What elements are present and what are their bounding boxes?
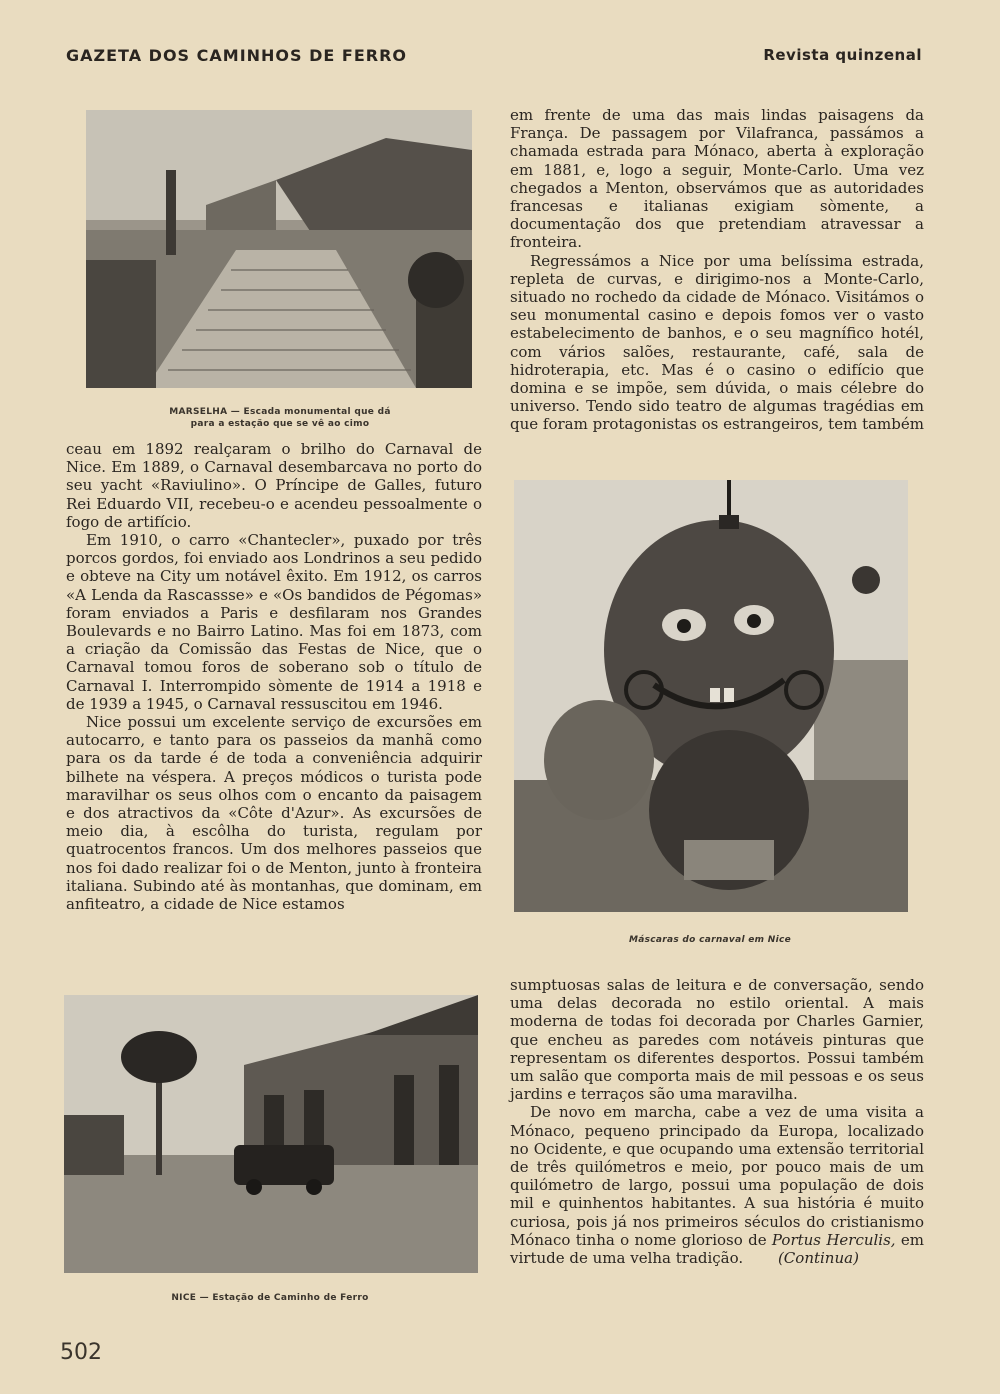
caption-nice-station: NICE — Estação de Caminho de Ferro <box>171 1293 369 1303</box>
photo-carnival-masks <box>514 480 908 912</box>
continua-note: (Continua) <box>777 1249 859 1268</box>
paragraph: Em 1910, o carro «Chantecler», puxado por três porcos gordos, foi enviado aos Londrinos a seu pedido e obteve na City um notável êxito. Em 1912, os carros «A Lenda da Rascassse» e «Os bandidos de Pégomas» foram enviados a Paris e desfilaram nos Grandes Boulevards e no Bairro Latino. Mas foi em 1873, com a criação da Comissão das Festas de Nice, que o Carnaval tomou foros de soberano sob o título de Carnaval I. Interrompido sòmente de 1914 a 1918 e de 1939 a 1945, o Carnaval ressuscitou em 1946. <box>66 531 482 713</box>
paragraph-text-end: em virtude de uma velha tradição. <box>510 1230 925 1268</box>
paragraph: Regressámos a Nice por uma belíssima estrada, repleta de curvas, e dirigimo-nos a Monte-Carlo, situado no rochedo da cidade de Mónaco. Visitámos o seu monumental casino e depois fomos ver o vasto estabelecimento de banhos, e o seu magnífico hotél, com vários salões, restaurante, café, sala de hidroterapia, etc. Mas é o casino o edifício que domina e se impõe, sem dúvida, o mais célebre do universo. Tendo sido teatro de algumas tragédias em que foram protagonistas os estrangeiros, tem também <box>510 251 924 434</box>
left-column-text <box>66 440 482 913</box>
right-column-top-text <box>510 106 924 434</box>
photo-marselha-staircase <box>86 110 472 388</box>
paragraph-text: De novo em marcha, cabe a vez de uma visita a Mónaco, pequeno principado da Europa, localizado no Ocidente, e que ocupando uma extensão territorial de três quilómetros e meio, por pouco mais de um quilómetro de largo, possui uma população de dois mil e quinhentos habitantes. A sua história é muito curiosa, pois já nos primeiros séculos do cristianismo Mónaco tinha o nome glorioso de <box>510 1103 924 1249</box>
journal-subtitle: Revista quinzenal <box>763 46 922 64</box>
photo-nice-station <box>64 995 478 1273</box>
page-number: 502 <box>60 1340 102 1365</box>
right-column-bottom-text <box>510 976 924 1267</box>
paragraph: sumptuosas salas de leitura e de conversação, sendo uma delas decorada no estilo oriental. A mais moderna de todas foi decorada por Charles Garnier, que encheu as paredes com notáveis pinturas que representam os diferentes desportos. Possui também um salão que comporta mais de mil pessoas e os seus jardins e terraços são uma maravilha. <box>510 976 924 1104</box>
paragraph: Nice possui um excelente serviço de excursões em autocarro, e tanto para os passeios da manhã como para os da tarde é de toda a conveniência adquirir bilhete na véspera. A preços módicos o turista pode maravilhar os seus olhos com o encanto da paisagem e dos atractivos da «Côte d'Azur». As excursões de meio dia, à escôlha do turista, regulam por quatrocentos francos. Um dos melhores passeios que nos foi dado realizar foi o de Menton, junto à fronteira italiana. Subindo até às montanhas, que dominam, em anfiteatro, a cidade de Nice estamos <box>66 713 482 914</box>
journal-title: GAZETA DOS CAMINHOS DE FERRO <box>66 46 408 65</box>
italic-latin-name: Portus Herculis, <box>771 1230 896 1249</box>
paragraph: ceau em 1892 realçaram o brilho do Carnaval de Nice. Em 1889, o Carnaval desembarcava no porto do seu yacht «Raviulino». O Príncipe de Galles, futuro Rei Eduardo VII, recebeu-o e acendeu pessoalmente o fogo de artifício. <box>66 440 482 531</box>
caption-carnival-masks: Máscaras do carnaval em Nice <box>628 935 792 945</box>
caption-marselha: MARSELHA — Escada monumental que dá para a estação que se vê ao cimo <box>169 407 391 429</box>
paragraph <box>510 1103 924 1267</box>
paragraph: em frente de uma das mais lindas paisagens da França. De passagem por Vilafranca, passámos a chamada estrada para Mónaco, aberta à exploração em 1881, e, logo a seguir, Monte-Carlo. Uma vez chegados a Menton, observámos que as autoridades francesas e italianas exigiam sòmente, a documentação dos que pretendiam atravessar a fronteira. <box>510 106 924 252</box>
